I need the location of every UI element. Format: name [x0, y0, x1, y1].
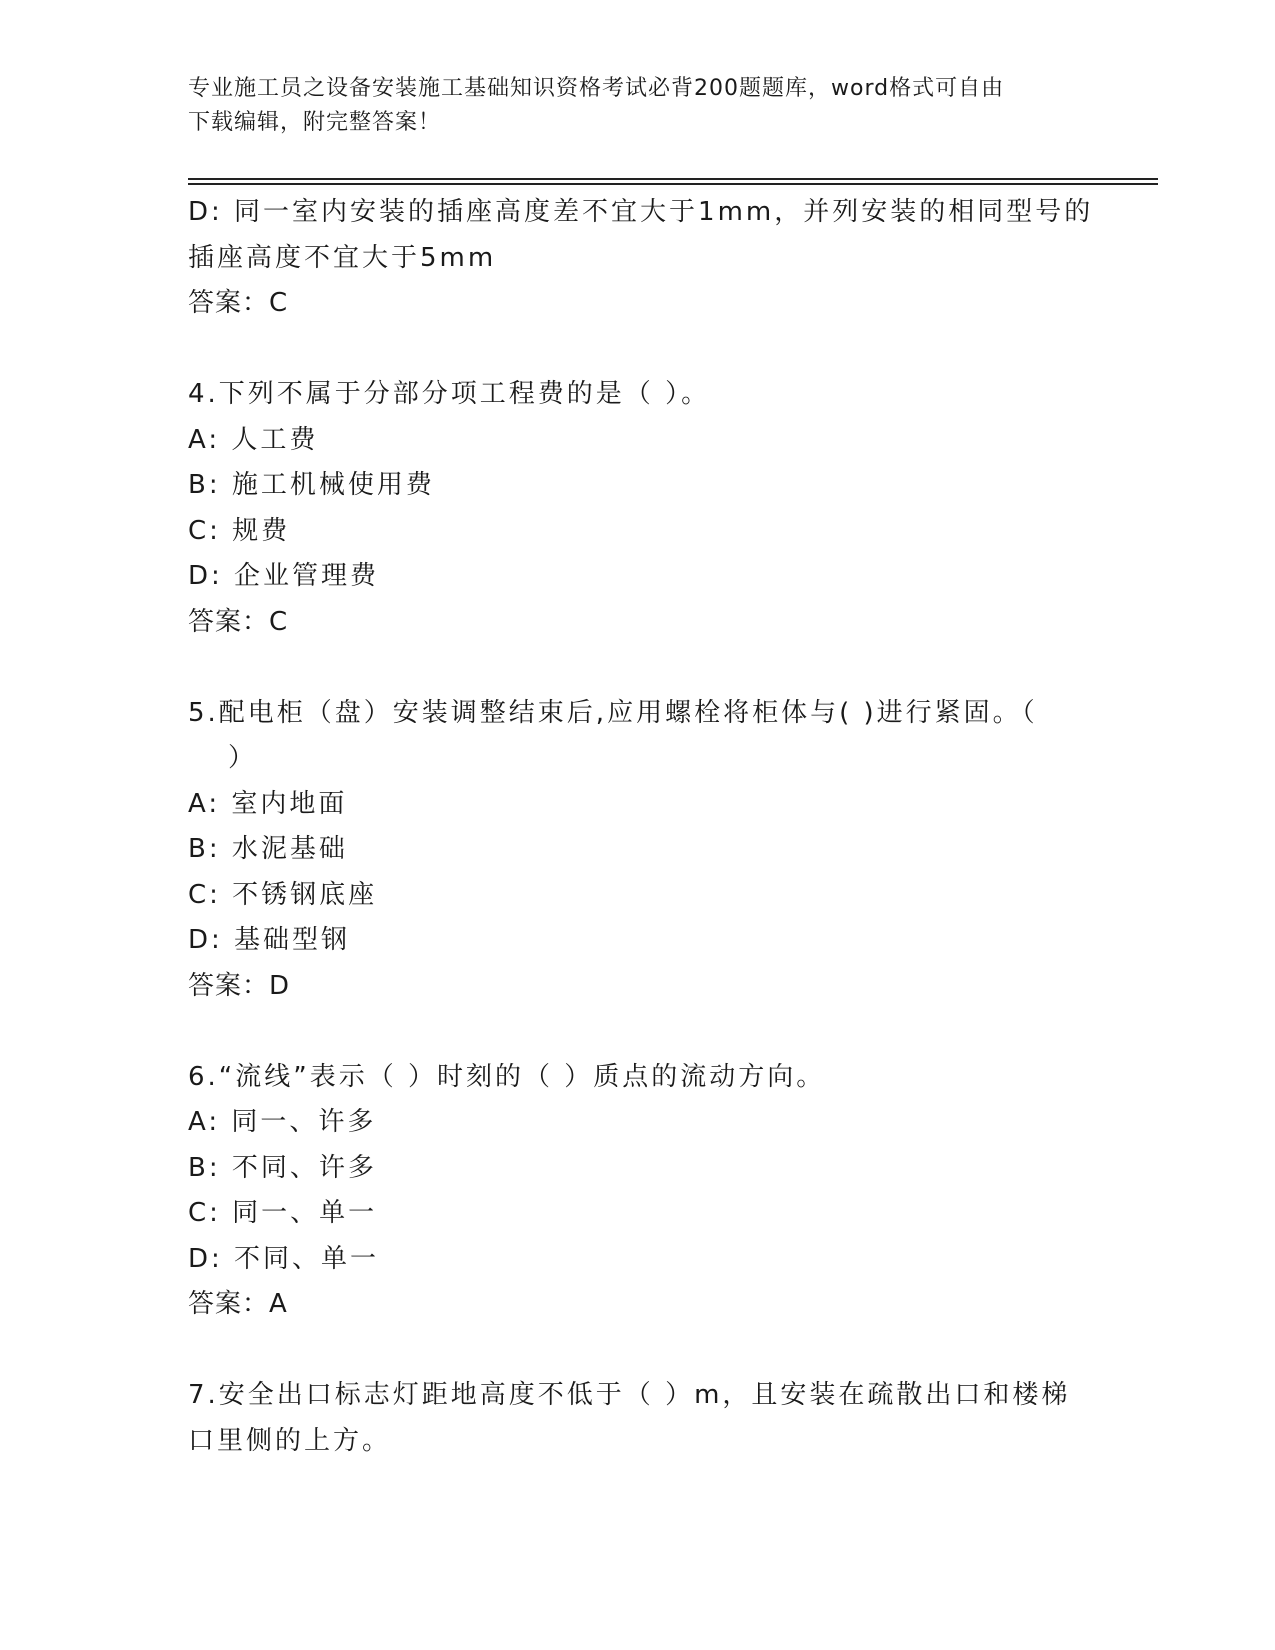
- q6-option-c: C: 同一、单一: [188, 1198, 378, 1228]
- spacer: [188, 1009, 1068, 1055]
- q6-option-d: D: 不同、单一: [188, 1243, 380, 1274]
- q5-question-line-1: 5.配电柜（盘）安装调整结束后,应用螺栓将柜体与( )进行紧固。（: [188, 697, 1038, 728]
- question-6: [188, 1055, 1068, 1328]
- q7-question-line-2: 口里侧的上方。: [188, 1425, 392, 1456]
- q3-answer: 答案：C: [188, 288, 289, 318]
- question-list: [188, 190, 1094, 1464]
- q5-question-line-2: ）: [228, 743, 258, 773]
- header-rule-bottom: [188, 183, 1158, 185]
- q5-answer: 答案：D: [188, 970, 291, 1001]
- q3-option-d-line-1: D: 同一室内安装的插座高度差不宜大于1mm，并列安装的相同型号的: [188, 197, 1094, 227]
- question-7: [188, 1373, 1071, 1464]
- q5-option-d: D: 基础型钢: [188, 925, 351, 955]
- q4-answer: 答案：C: [188, 606, 289, 637]
- q6-option-a: A: 同一、许多: [188, 1107, 377, 1137]
- header-rule-top: [188, 178, 1158, 180]
- q5-option-a: A: 室内地面: [188, 788, 348, 819]
- q6-answer: 答案：A: [188, 1289, 288, 1319]
- document-header: [188, 72, 1068, 140]
- q4-option-c: C: 规费: [188, 515, 291, 546]
- q4-question: 4.下列不属于分部分项工程费的是（ ）。: [188, 379, 711, 409]
- q4-option-a: A: 人工费: [188, 424, 319, 455]
- q4-option-b: B: 施工机械使用费: [188, 470, 435, 500]
- q7-question-line-1: 7.安全出口标志灯距地高度不低于（ ）m，且安装在疏散出口和楼梯: [188, 1380, 1071, 1410]
- spacer: [188, 327, 1068, 373]
- q6-question: 6.“流线”表示（ ）时刻的（ ）质点的流动方向。: [188, 1061, 826, 1092]
- question-4: [188, 372, 1068, 645]
- q5-option-c: C: 不锈钢底座: [188, 879, 378, 910]
- spacer: [188, 1328, 1068, 1374]
- q5-option-b: B: 水泥基础: [188, 834, 348, 864]
- question-3: [188, 190, 1094, 327]
- q6-option-b: B: 不同、许多: [188, 1152, 377, 1183]
- q3-option-d-line-2: 插座高度不宜大于5mm: [188, 242, 497, 273]
- q4-option-d: D: 企业管理费: [188, 561, 380, 591]
- question-5: [188, 691, 1068, 1010]
- header-line-2: 下载编辑，附完整答案！: [188, 110, 442, 135]
- header-line-1: 专业施工员之设备安装施工基础知识资格考试必背200题题库，word格式可自由: [188, 76, 1005, 101]
- spacer: [188, 645, 1068, 691]
